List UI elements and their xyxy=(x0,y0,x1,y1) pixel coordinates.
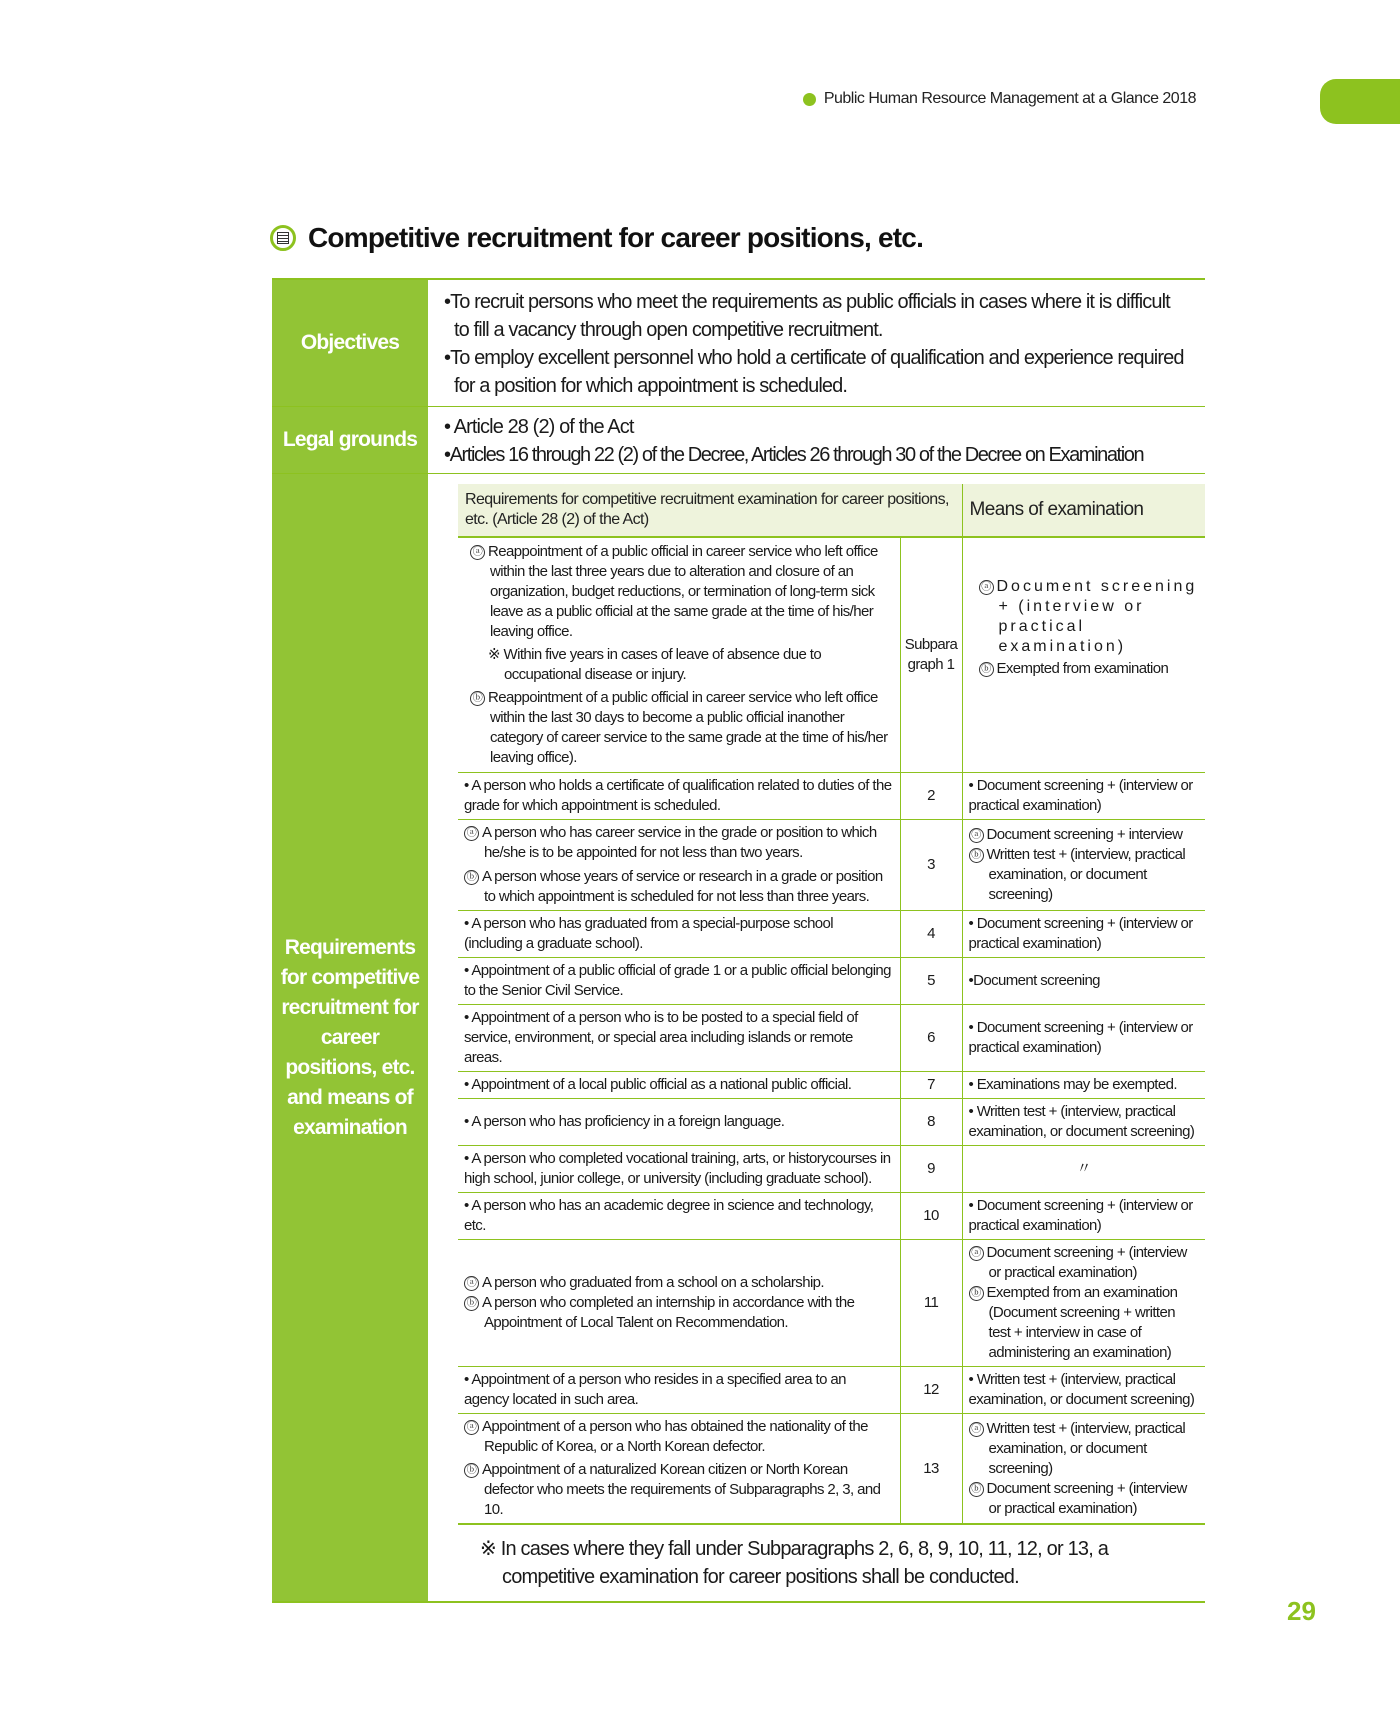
means-cell: • Written test + (interview, practical examination, or document screening) xyxy=(962,1367,1205,1414)
means-cell: • Document screening + (interview or practical examination) xyxy=(962,911,1205,958)
subparagraph-number: 13 xyxy=(900,1414,962,1525)
circled-b-icon: ⓑ xyxy=(969,848,984,863)
requirement-cell: • A person who holds a certificate of qualification related to duties of the grade for which appointment is scheduled. xyxy=(458,773,900,820)
means-cell: 〃 xyxy=(962,1146,1205,1193)
means-cell xyxy=(962,820,1205,911)
means-text: Document screening + (interview or practical examination) xyxy=(986,1244,1187,1281)
subparagraph-number: 5 xyxy=(900,958,962,1005)
circled-a-icon: ⓐ xyxy=(470,545,485,560)
requirement-item xyxy=(464,867,894,907)
means-text: Document screening + (interview or practical examination) xyxy=(996,578,1198,655)
subparagraph-number: 8 xyxy=(900,1099,962,1146)
requirement-cell xyxy=(458,537,900,773)
means-item xyxy=(979,577,1200,657)
requirement-text: Appointment of a person who has obtained the nationality of the Republic of Korea, or a North Korean defector. xyxy=(482,1418,868,1455)
table-row xyxy=(458,911,1205,958)
means-text: Written test + (interview, practical examination, or document screening) xyxy=(986,846,1186,903)
requirement-cell xyxy=(458,1414,900,1525)
means-text: Exempted from examination xyxy=(996,660,1169,677)
subparagraph-number: 2 xyxy=(900,773,962,820)
circled-a-icon: ⓐ xyxy=(464,826,479,841)
document-icon xyxy=(270,225,296,251)
objectives-content xyxy=(430,280,1205,406)
table-row xyxy=(458,1193,1205,1240)
subparagraph-number: 11 xyxy=(900,1240,962,1367)
means-cell xyxy=(962,1414,1205,1525)
requirements-content xyxy=(430,474,1205,1601)
subparagraph-number: 4 xyxy=(900,911,962,958)
subparagraph-number: 7 xyxy=(900,1072,962,1099)
requirement-item xyxy=(464,1460,894,1520)
requirement-text: A person who has career service in the grade or position to which he/she is to be appointed for not less than two years. xyxy=(482,824,877,861)
legal-grounds-content xyxy=(430,407,1205,473)
circled-b-icon: ⓑ xyxy=(464,870,479,885)
section-heading xyxy=(270,222,923,254)
requirement-note: ※ Within five years in cases of leave of absence due to occupational disease or injury. xyxy=(488,646,822,683)
subparagraph-number: 3 xyxy=(900,820,962,911)
means-cell xyxy=(962,537,1205,773)
requirement-cell: • A person who has proficiency in a foreign language. xyxy=(458,1099,900,1146)
means-cell xyxy=(962,1240,1205,1367)
inner-header-row xyxy=(458,484,1205,537)
requirement-cell: • A person who has an academic degree in science and technology, etc. xyxy=(458,1193,900,1240)
circled-a-icon: ⓐ xyxy=(464,1276,479,1291)
header-means: Means of examination xyxy=(962,484,1205,537)
inner-requirements-table xyxy=(458,484,1205,1525)
requirement-item xyxy=(464,823,894,863)
legal-item: •Articles 16 through 22 (2) of the Decree, Articles 26 through 30 of the Decree on Examination xyxy=(444,444,1144,466)
legal-item: • Article 28 (2) of the Act xyxy=(444,416,634,438)
footnote-text: ※ In cases where they fall under Subparagraphs 2, 6, 8, 9, 10, 11, 12, or 13, a competitive examination for career positions shall be conducted. xyxy=(480,1538,1109,1588)
objectives-item: •To recruit persons who meet the requirements as public officials in cases where it is difficult to fill a vacancy through open competitive recruitment. xyxy=(444,291,1170,341)
circled-b-icon: ⓑ xyxy=(470,691,485,706)
requirement-cell xyxy=(458,1240,900,1367)
requirements-row xyxy=(272,474,1205,1601)
circled-a-icon: ⓐ xyxy=(969,828,984,843)
circled-b-icon: ⓑ xyxy=(969,1286,984,1301)
means-cell: • Written test + (interview, practical examination, or document screening) xyxy=(962,1099,1205,1146)
requirement-text: Appointment of a naturalized Korean citizen or North Korean defector who meets the requirements of Subparagraphs 2, 3, and 10. xyxy=(482,1461,881,1518)
recruitment-table xyxy=(272,278,1205,1603)
requirement-item xyxy=(464,1417,894,1457)
means-cell: • Document screening + (interview or practical examination) xyxy=(962,1193,1205,1240)
section-title: Competitive recruitment for career positions, etc. xyxy=(308,222,924,253)
subparagraph-number: 10 xyxy=(900,1193,962,1240)
table-row xyxy=(458,1367,1205,1414)
means-text: Exempted from an examination (Document screening + written test + interview in case of administering an examination) xyxy=(986,1284,1178,1361)
circled-a-icon: ⓐ xyxy=(979,580,994,595)
table-row xyxy=(458,1072,1205,1099)
header-requirements: Requirements for competitive recruitment examination for career positions, etc. (Article 28 (2) of the Act) xyxy=(458,484,962,537)
table-row xyxy=(458,1099,1205,1146)
means-item xyxy=(979,659,1200,679)
means-cell: • Document screening + (interview or practical examination) xyxy=(962,773,1205,820)
running-header-text: Public Human Resource Management at a Glance 2018 xyxy=(823,90,1196,107)
requirement-text: A person whose years of service or research in a grade or position to which appointment is scheduled for not less than three years. xyxy=(482,868,883,905)
subparagraph-number: 9 xyxy=(900,1146,962,1193)
circled-b-icon: ⓑ xyxy=(464,1463,479,1478)
subparagraph-number: Subpara graph 1 xyxy=(900,537,962,773)
requirement-item xyxy=(470,542,894,642)
means-text: Written test + (interview, practical examination, or document screening) xyxy=(986,1419,1186,1477)
table-row xyxy=(458,773,1205,820)
requirement-text: A person who graduated from a school on a scholarship. xyxy=(482,1274,824,1291)
circled-b-icon: ⓑ xyxy=(969,1482,984,1497)
requirement-cell: • A person who completed vocational training, arts, or historycourses in high school, junior college, or university (including graduate school). xyxy=(458,1146,900,1193)
means-item xyxy=(969,825,1200,845)
table-row xyxy=(458,820,1205,911)
circled-a-icon: ⓐ xyxy=(969,1422,984,1437)
objectives-label: Objectives xyxy=(272,280,430,406)
circled-b-icon: ⓑ xyxy=(464,1296,479,1311)
requirement-item xyxy=(470,688,894,768)
table-row xyxy=(458,1414,1205,1525)
requirement-cell: • Appointment of a public official of grade 1 or a public official belonging to the Senior Civil Service. xyxy=(458,958,900,1005)
legal-grounds-label: Legal grounds xyxy=(272,407,430,473)
requirement-cell: • Appointment of a person who is to be posted to a special field of service, environment, or special area including islands or remote areas. xyxy=(458,1005,900,1072)
requirement-cell: • Appointment of a person who resides in a specified area to an agency located in such area. xyxy=(458,1367,900,1414)
circled-a-icon: ⓐ xyxy=(969,1246,984,1261)
footnote xyxy=(458,1525,1205,1601)
requirement-text: Reappointment of a public official in career service who left office within the last three years due to alteration and closure of an organization, budget reductions, or termination of long-term sick leave as a public official at the same grade at the time of his/her leaving office. xyxy=(488,543,878,640)
means-cell: • Document screening + (interview or practical examination) xyxy=(962,1005,1205,1072)
means-item xyxy=(969,845,1200,905)
requirement-cell: • A person who has graduated from a special-purpose school (including a graduate school). xyxy=(458,911,900,958)
subparagraph-number: 6 xyxy=(900,1005,962,1072)
circled-b-icon: ⓑ xyxy=(979,662,994,677)
page-number: 29 xyxy=(1287,1596,1316,1626)
requirement-item xyxy=(464,1293,894,1333)
means-item xyxy=(969,1283,1200,1363)
legal-grounds-row xyxy=(272,407,1205,474)
green-dot-icon xyxy=(803,93,816,106)
subparagraph-number: 12 xyxy=(900,1367,962,1414)
table-row xyxy=(458,958,1205,1005)
table-row xyxy=(458,1005,1205,1072)
table-row xyxy=(458,1240,1205,1367)
requirements-label: Requirements for competitive recruitment for career positions, etc. and means of examination xyxy=(272,474,430,1601)
objectives-item: •To employ excellent personnel who hold a certificate of qualification and experience required for a position for which appointment is scheduled. xyxy=(444,347,1184,397)
requirement-text: A person who completed an internship in accordance with the Appointment of Local Talent on Recommendation. xyxy=(482,1294,855,1331)
means-cell: •Document screening xyxy=(962,958,1205,1005)
requirement-item xyxy=(464,1273,894,1293)
circled-a-icon: ⓐ xyxy=(464,1420,479,1435)
requirement-cell: • Appointment of a local public official as a national public official. xyxy=(458,1072,900,1099)
requirement-cell xyxy=(458,820,900,911)
table-row xyxy=(458,1146,1205,1193)
means-text: Document screening + (interview or practical examination) xyxy=(986,1479,1187,1517)
requirement-text: Reappointment of a public official in career service who left office within the last 30 days to become a public official inanother category of career service to the same grade at the time of his/her leaving office). xyxy=(488,689,888,766)
objectives-row xyxy=(272,280,1205,407)
chapter-tab xyxy=(1320,79,1400,124)
means-cell: • Examinations may be exempted. xyxy=(962,1072,1205,1099)
means-item xyxy=(969,1243,1200,1283)
means-text: Document screening + interview xyxy=(986,826,1183,843)
means-item xyxy=(969,1419,1200,1479)
means-item xyxy=(969,1479,1200,1519)
running-header xyxy=(803,90,1196,108)
table-row xyxy=(458,537,1205,773)
